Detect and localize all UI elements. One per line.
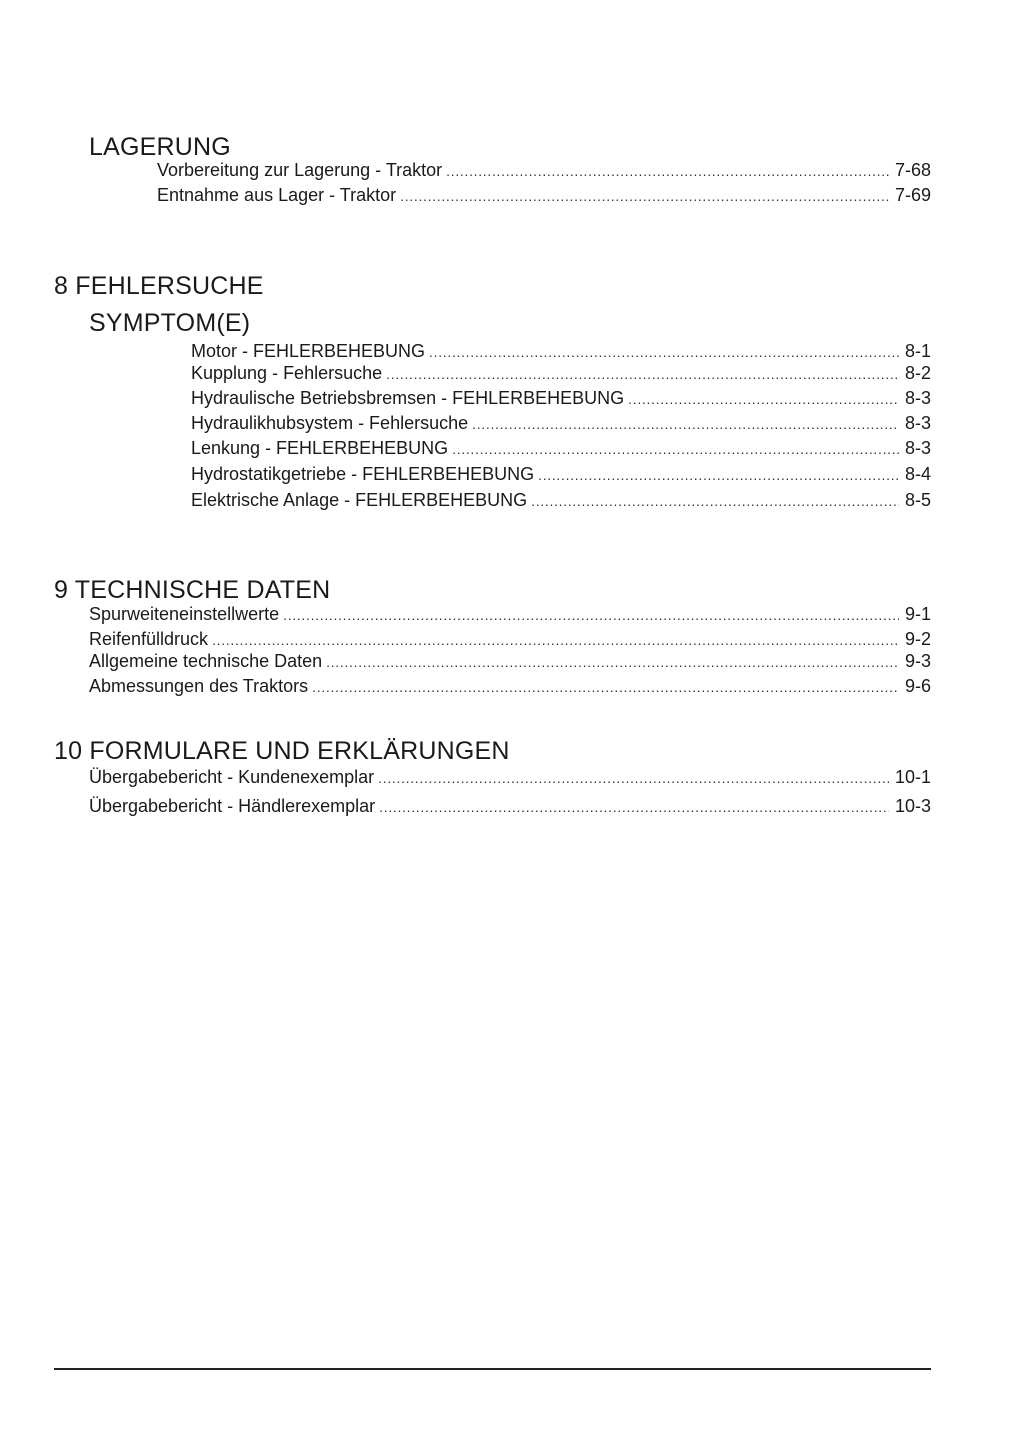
toc-entry-label: Übergabebericht - Händlerexemplar <box>89 796 376 816</box>
toc-entry[interactable] <box>191 362 931 385</box>
toc-entry-page: 10-1 <box>894 767 931 787</box>
toc-entry-label: Reifenfülldruck <box>89 629 209 649</box>
dot-leader <box>429 341 899 363</box>
toc-entry[interactable] <box>89 675 931 698</box>
section-heading-lagerung: LAGERUNG <box>89 133 231 161</box>
toc-entry-label: Motor - FEHLERBEHEBUNG <box>191 341 426 361</box>
toc-entry[interactable] <box>157 159 931 182</box>
dot-leader <box>452 438 899 460</box>
toc-entry-page: 7-69 <box>894 185 931 205</box>
toc-entry-page: 9-3 <box>904 651 931 671</box>
dot-leader <box>378 767 889 789</box>
dot-leader <box>386 363 899 385</box>
dot-leader <box>400 185 889 207</box>
toc-entry-page: 8-3 <box>904 438 931 458</box>
section-heading-technische-daten: 9 TECHNISCHE DATEN <box>54 576 331 604</box>
toc-entry-page: 9-6 <box>904 676 931 696</box>
dot-leader <box>446 160 889 182</box>
dot-leader <box>326 651 899 673</box>
toc-entry[interactable] <box>89 628 931 651</box>
section-heading-formulare: 10 FORMULARE UND ERKLÄRUNGEN <box>54 737 510 765</box>
toc-entry-page: 7-68 <box>894 160 931 180</box>
toc-entry-label: Entnahme aus Lager - Traktor <box>157 185 397 205</box>
toc-entry-label: Kupplung - Fehlersuche <box>191 363 383 383</box>
toc-entry-page: 8-1 <box>904 341 931 361</box>
toc-entry[interactable] <box>157 184 931 207</box>
toc-entry-label: Elektrische Anlage - FEHLERBEHEBUNG <box>191 490 528 510</box>
toc-entry-page: 8-2 <box>904 363 931 383</box>
toc-entry[interactable] <box>89 766 931 789</box>
dot-leader <box>628 388 899 410</box>
toc-entry[interactable] <box>191 489 931 512</box>
dot-leader <box>379 796 889 818</box>
toc-entry-label: Hydraulische Betriebsbremsen - FEHLERBEHEBUNG <box>191 388 625 408</box>
toc-entry-page: 9-2 <box>904 629 931 649</box>
toc-entry-page: 9-1 <box>904 604 931 624</box>
dot-leader <box>312 676 899 698</box>
toc-entry[interactable] <box>191 463 931 486</box>
footer-divider <box>54 1368 931 1370</box>
subsection-heading-symptome: SYMPTOM(E) <box>89 309 251 337</box>
toc-entry-label: Spurweiteneinstellwerte <box>89 604 280 624</box>
dot-leader <box>472 413 899 435</box>
toc-entry[interactable] <box>89 650 931 673</box>
toc-entry-page: 8-5 <box>904 490 931 510</box>
toc-entry-page: 10-3 <box>894 796 931 816</box>
dot-leader <box>212 629 899 651</box>
toc-entry-label: Vorbereitung zur Lagerung - Traktor <box>157 160 443 180</box>
toc-entry-page: 8-3 <box>904 413 931 433</box>
toc-entry-label: Übergabebericht - Kundenexemplar <box>89 767 375 787</box>
toc-entry-label: Hydraulikhubsystem - Fehlersuche <box>191 413 469 433</box>
toc-entry-page: 8-3 <box>904 388 931 408</box>
toc-entry[interactable] <box>89 603 931 626</box>
dot-leader <box>538 464 899 486</box>
toc-entry[interactable] <box>191 340 931 363</box>
dot-leader <box>283 604 899 626</box>
dot-leader <box>531 490 899 512</box>
toc-entry-label: Hydrostatikgetriebe - FEHLERBEHEBUNG <box>191 464 535 484</box>
section-heading-fehlersuche: 8 FEHLERSUCHE <box>54 272 264 300</box>
toc-entry[interactable] <box>191 412 931 435</box>
toc-entry-label: Abmessungen des Traktors <box>89 676 309 696</box>
toc-entry-label: Allgemeine technische Daten <box>89 651 323 671</box>
toc-entry[interactable] <box>191 387 931 410</box>
toc-entry-page: 8-4 <box>904 464 931 484</box>
toc-entry-label: Lenkung - FEHLERBEHEBUNG <box>191 438 449 458</box>
toc-entry[interactable] <box>191 437 931 460</box>
toc-entry[interactable] <box>89 795 931 818</box>
